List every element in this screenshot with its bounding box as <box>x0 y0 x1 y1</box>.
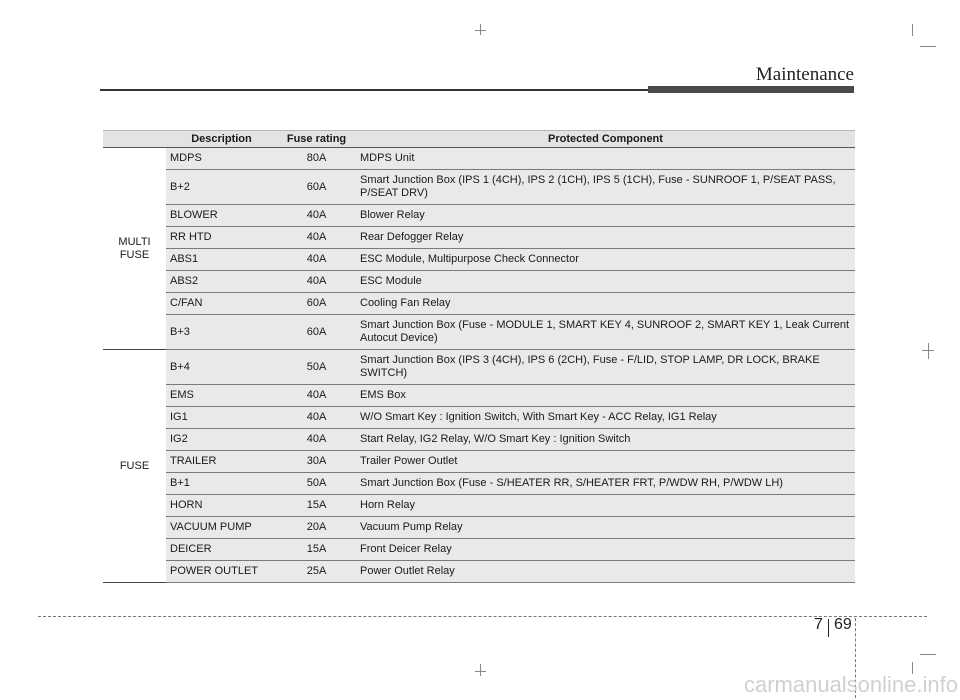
description-cell: BLOWER <box>166 205 277 227</box>
footer-dashed-line <box>38 616 927 617</box>
crop-mark-bottom-center <box>475 671 486 672</box>
fuse-rating-cell: 40A <box>277 407 356 429</box>
crop-mark-bottom-center <box>480 664 481 676</box>
protected-component-cell: Trailer Power Outlet <box>356 451 855 473</box>
description-cell: B+2 <box>166 170 277 205</box>
crop-mark-top-right <box>912 24 913 36</box>
column-header-fuse-rating: Fuse rating <box>277 131 356 148</box>
table-row <box>103 539 855 561</box>
crop-mark-bottom-right <box>920 654 936 655</box>
table-row <box>103 561 855 583</box>
table-row <box>103 148 855 170</box>
protected-component-cell: ESC Module <box>356 271 855 293</box>
protected-component-cell: Power Outlet Relay <box>356 561 855 583</box>
fuse-rating-cell: 40A <box>277 429 356 451</box>
protected-component-cell: Smart Junction Box (IPS 3 (4CH), IPS 6 (2CH), Fuse - F/LID, STOP LAMP, DR LOCK, BRAKE SWITCH) <box>356 350 855 385</box>
description-cell: VACUUM PUMP <box>166 517 277 539</box>
description-cell: EMS <box>166 385 277 407</box>
table-row <box>103 293 855 315</box>
header-rule <box>100 89 648 91</box>
fuse-rating-cell: 15A <box>277 539 356 561</box>
protected-component-cell: EMS Box <box>356 385 855 407</box>
protected-component-cell: Smart Junction Box (Fuse - MODULE 1, SMART KEY 4, SUNROOF 2, SMART KEY 1, Leak Current Autocut Device) <box>356 315 855 350</box>
fuse-group-label-line: FUSE <box>119 248 150 261</box>
table-row <box>103 271 855 293</box>
fuse-table <box>103 130 855 583</box>
description-cell: ABS2 <box>166 271 277 293</box>
table-row <box>103 473 855 495</box>
crop-mark-top-center <box>475 30 486 31</box>
crop-mark-right-center <box>928 343 929 359</box>
fuse-rating-cell: 25A <box>277 561 356 583</box>
description-cell: IG2 <box>166 429 277 451</box>
description-cell: DEICER <box>166 539 277 561</box>
fuse-group-label-line: MULTI <box>118 235 151 248</box>
page-section-title: Maintenance <box>755 64 854 85</box>
protected-component-cell: Vacuum Pump Relay <box>356 517 855 539</box>
fuse-rating-cell: 30A <box>277 451 356 473</box>
protected-component-cell: ESC Module, Multipurpose Check Connector <box>356 249 855 271</box>
description-cell: TRAILER <box>166 451 277 473</box>
fuse-rating-cell: 40A <box>277 227 356 249</box>
fuse-rating-cell: 15A <box>277 495 356 517</box>
protected-component-cell: Smart Junction Box (IPS 1 (4CH), IPS 2 (1CH), IPS 5 (1CH), Fuse - SUNROOF 1, P/SEAT PASS, P/SEAT DRV) <box>356 170 855 205</box>
protected-component-cell: Start Relay, IG2 Relay, W/O Smart Key : Ignition Switch <box>356 429 855 451</box>
fuse-rating-cell: 60A <box>277 293 356 315</box>
table-row <box>103 385 855 407</box>
fuse-rating-cell: 40A <box>277 205 356 227</box>
table-row <box>103 429 855 451</box>
protected-component-cell: Smart Junction Box (Fuse - S/HEATER RR, S/HEATER FRT, P/WDW RH, P/WDW LH) <box>356 473 855 495</box>
description-cell: ABS1 <box>166 249 277 271</box>
protected-component-cell: MDPS Unit <box>356 148 855 170</box>
fuse-rating-cell: 60A <box>277 315 356 350</box>
table-row <box>103 205 855 227</box>
description-cell: B+3 <box>166 315 277 350</box>
table-row <box>103 495 855 517</box>
description-cell: IG1 <box>166 407 277 429</box>
protected-component-cell: Cooling Fan Relay <box>356 293 855 315</box>
protected-component-cell: Rear Defogger Relay <box>356 227 855 249</box>
table-row <box>103 315 855 350</box>
table-row <box>103 350 855 385</box>
table-row <box>103 227 855 249</box>
fuse-group-label <box>103 350 166 583</box>
description-cell: MDPS <box>166 148 277 170</box>
fuse-group-label-line: FUSE <box>119 459 150 472</box>
description-cell: B+1 <box>166 473 277 495</box>
fuse-rating-cell: 80A <box>277 148 356 170</box>
protected-component-cell: Front Deicer Relay <box>356 539 855 561</box>
protected-component-cell: W/O Smart Key : Ignition Switch, With Smart Key - ACC Relay, IG1 Relay <box>356 407 855 429</box>
description-cell: C/FAN <box>166 293 277 315</box>
column-header-description: Description <box>166 131 277 148</box>
description-cell: RR HTD <box>166 227 277 249</box>
fuse-rating-cell: 20A <box>277 517 356 539</box>
fuse-rating-cell: 40A <box>277 385 356 407</box>
table-row <box>103 407 855 429</box>
fuse-rating-cell: 60A <box>277 170 356 205</box>
header-bar <box>648 86 854 93</box>
crop-mark-top-right <box>920 46 936 47</box>
fuse-rating-cell: 50A <box>277 350 356 385</box>
fuse-group-label <box>103 148 166 350</box>
crop-mark-right-center <box>922 350 934 351</box>
description-cell: POWER OUTLET <box>166 561 277 583</box>
protected-component-cell: Horn Relay <box>356 495 855 517</box>
fuse-rating-cell: 40A <box>277 249 356 271</box>
table-row <box>103 249 855 271</box>
page-number-separator <box>828 619 829 637</box>
table-row <box>103 517 855 539</box>
table-row <box>103 451 855 473</box>
table-row <box>103 170 855 205</box>
fuse-rating-cell: 40A <box>277 271 356 293</box>
protected-component-cell: Blower Relay <box>356 205 855 227</box>
group-column-header <box>103 131 166 148</box>
page-number: 69 <box>834 616 852 633</box>
watermark: carmanualsonline.info <box>743 672 958 697</box>
chapter-number: 7 <box>814 616 823 633</box>
fuse-rating-cell: 50A <box>277 473 356 495</box>
table-header-row <box>103 131 855 148</box>
fuse-table-body <box>103 148 855 583</box>
column-header-protected-component: Protected Component <box>356 131 855 148</box>
description-cell: B+4 <box>166 350 277 385</box>
description-cell: HORN <box>166 495 277 517</box>
